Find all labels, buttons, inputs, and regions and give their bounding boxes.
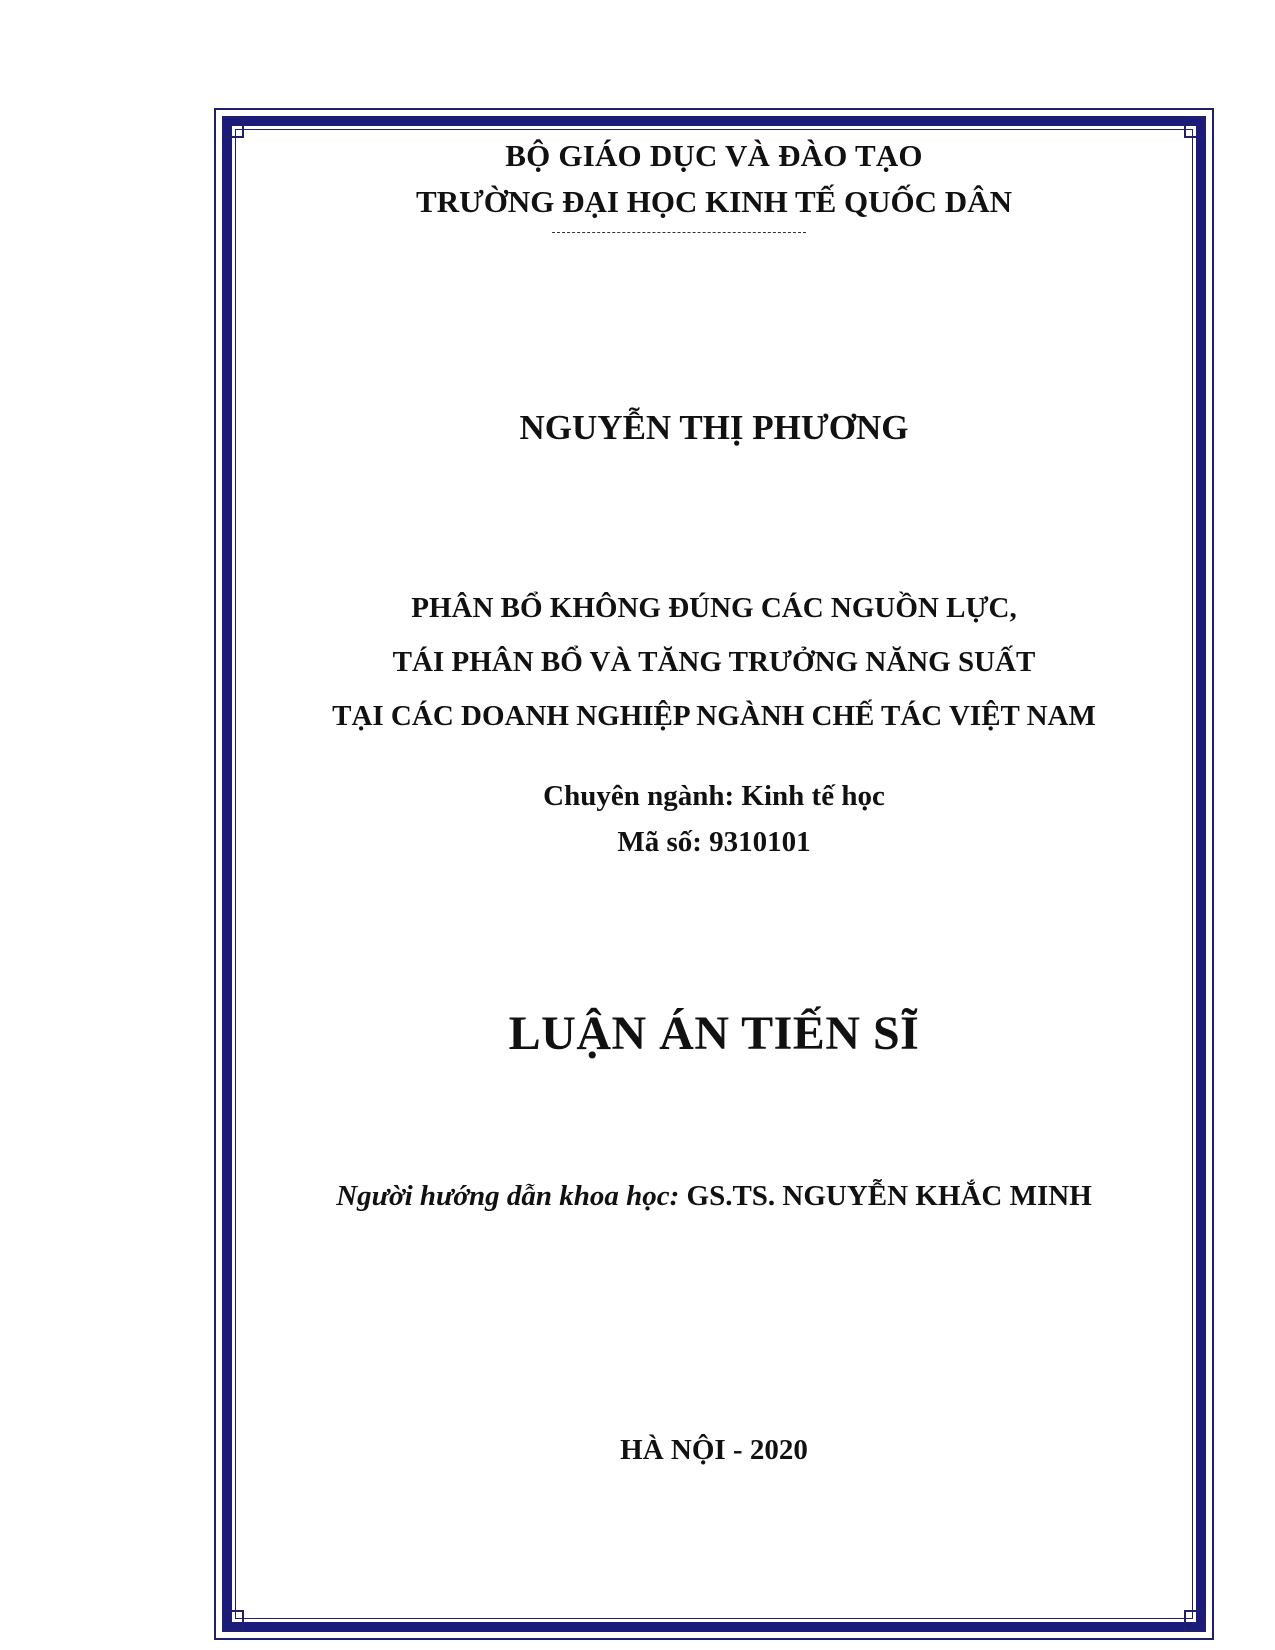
advisor-name: GS.TS. NGUYỄN KHẮC MINH bbox=[686, 1180, 1092, 1212]
major-field: Chuyên ngành: Kinh tế học bbox=[543, 780, 885, 812]
major-code: Mã số: 9310101 bbox=[617, 826, 811, 858]
author-name: NGUYỄN THỊ PHƯƠNG bbox=[519, 408, 909, 447]
page-frame-inner bbox=[235, 129, 1193, 1619]
thesis-title-line-3: TẠI CÁC DOANH NGHIỆP NGÀNH CHẾ TÁC VIỆT NAM bbox=[332, 700, 1096, 732]
advisor-role: Người hướng dẫn khoa học: bbox=[336, 1180, 680, 1212]
degree-title: LUẬN ÁN TIẾN SĨ bbox=[508, 1007, 920, 1060]
frame-corner-bottom-left bbox=[222, 1610, 244, 1632]
frame-corner-top-left bbox=[222, 116, 244, 138]
advisor-line bbox=[235, 1180, 1193, 1213]
frame-corner-top-right bbox=[1184, 116, 1206, 138]
ministry-name: BỘ GIÁO DỤC VÀ ĐÀO TẠO bbox=[505, 138, 923, 173]
frame-corner-bottom-right bbox=[1184, 1610, 1206, 1632]
thesis-title-line-2: TÁI PHÂN BỔ VÀ TĂNG TRƯỞNG NĂNG SUẤT bbox=[392, 646, 1036, 678]
place-and-year: HÀ NỘI - 2020 bbox=[620, 1434, 808, 1466]
thesis-title-line-1: PHÂN BỔ KHÔNG ĐÚNG CÁC NGUỒN LỰC, bbox=[411, 592, 1017, 624]
header-divider bbox=[552, 232, 806, 233]
university-name: TRƯỜNG ĐẠI HỌC KINH TẾ QUỐC DÂN bbox=[416, 184, 1012, 219]
